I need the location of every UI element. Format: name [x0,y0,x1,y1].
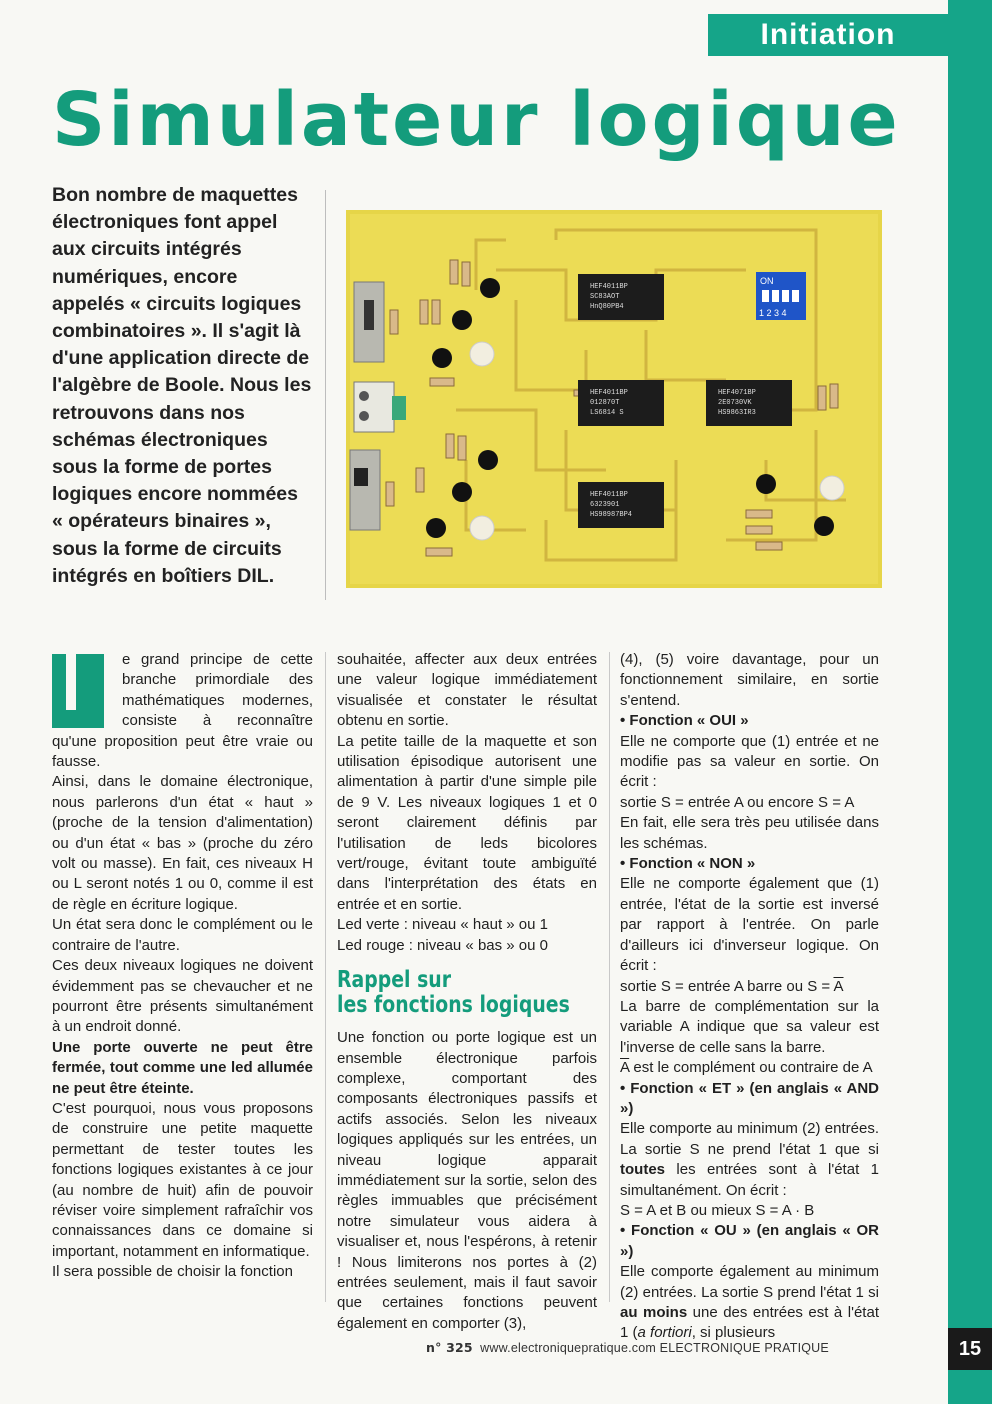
function-heading: • Fonction « OU » (en anglais « OR ») [620,1222,879,1260]
svg-text:LS6814 S: LS6814 S [590,409,624,417]
paragraph: Un état sera donc le complément ou le contraire de l'autre. [52,916,313,954]
svg-text:6323901: 6323901 [590,501,620,509]
article-column-3 [620,650,879,1344]
ic-chip [706,380,792,426]
svg-text:HEF4011BP: HEF4011BP [590,491,628,499]
issue-number: n° 325 [426,1340,473,1355]
website-url[interactable]: www.electroniquepratique.com [480,1341,656,1355]
paragraph: Une fonction ou porte logique est un ensemble électronique parfois complexe, comportant des composants électroniques passifs et actifs associés. Selon les niveaux logiques appliqués sur les entrées, un niveau logique apparait immédiatement sur la sortie, selon des règles immuables que précisément notre simulateur vous aidera à visualiser et, nous l'espérons, à retenir ! Nous limiterons nos portes à (2) entrées seulement, mais il faut savoir que certaines fonctions peuvent également en comporter (3), [337,1029,597,1332]
svg-text:1 2 3 4: 1 2 3 4 [759,308,787,318]
paragraph: souhaitée, affecter aux deux entrées une valeur logique immédiatement visualisée et constater le résultat obtenu en sortie. [337,651,597,730]
svg-text:HEF4071BP: HEF4071BP [718,389,756,397]
paragraph: Led rouge : niveau « bas » ou 0 [337,936,548,954]
paragraph: La petite taille de la maquette et son utilisation épisodique autorisent une alimentation à partir d'une simple pile de 9 V. Les niveaux logiques 1 et 0 seront clairement définis par l'utilisation de leds bicolores vert/rouge, évitant toute ambiguïté dans l'interprétation des états en entrée et en sortie. [337,732,597,913]
article-column-1 [52,650,313,1283]
paragraph: (4), (5) voire davantage, pour un fonctionnement similaire, en sortie s'entend. [620,651,879,709]
page-title: Simulateur logique [52,77,901,163]
intro-paragraph: Bon nombre de maquettes électroniques font appel aux circuits intégrés numériques, encore appelés « circuits logiques combinatoires ». Il s'agit là d'une application directe de l'algèbre de Boole. Nous les retrouvons dans nos schémas électroniques sous la forme de portes logiques encore nommées « opérateurs binaires », sous la forme de circuits intégrés en boîtiers DIL. [52,184,312,587]
svg-text:HS98987BP4: HS98987BP4 [590,511,633,519]
paragraph: $\overline{A}$ est le complément ou contraire de A [620,1059,873,1077]
formula: S = A et B ou mieux S = A · B [620,1201,815,1219]
section-heading: Rappel sur les fonctions logiques [337,967,570,1019]
paragraph: Elle comporte au minimum (2) entrées. La sortie S ne prend l'état 1 que si toutes les entrées sont à l'état 1 simultanément. On écrit : [620,1120,879,1199]
article-column-2 [337,650,597,1334]
ic-chip [578,380,664,426]
side-color-bar [948,0,992,1404]
section-label: Initiation [708,14,948,56]
function-heading: • Fonction « OUI » [620,712,749,730]
bold-statement: Une porte ouverte ne peut être fermée, tout comme une led allumée ne peut être éteinte. [52,1038,313,1097]
function-heading: • Fonction « NON » [620,855,756,873]
column-divider [325,652,326,1302]
toggle-switch [350,450,380,530]
paragraph: Led verte : niveau « haut » ou 1 [337,916,548,934]
svg-text:HnQ80PB4: HnQ80PB4 [590,303,624,311]
svg-text:HEF4011BP: HEF4011BP [590,389,628,397]
svg-text:SC83AOT: SC83AOT [590,293,620,301]
formula: sortie S = entrée A ou encore S = A [620,793,855,811]
function-heading: • Fonction « ET » (en anglais « AND ») [620,1079,879,1117]
paragraph: Elle comporte également au minimum (2) entrées. La sortie S prend l'état 1 si au moins une des entrées est à l'état 1 (a fortiori, si plusieurs [620,1263,879,1342]
power-connector [354,382,394,432]
page-number: 15 [948,1328,992,1370]
paragraph: C'est pourquoi, nous vous proposons de construire une petite maquette permettant de tester toutes les fonctions logiques existantes à ce jour (au nombre de huit) afin de pouvoir réviser voire simplement rafraîchir vos connaissances dans ce domaine si important, notamment en informatique. [52,1099,313,1260]
svg-text:HEF4011BP: HEF4011BP [590,283,628,291]
paragraph: Il sera possible de choisir la fonction [52,1263,293,1281]
paragraph: Elle ne comporte également que (1) entrée, l'état de la sortie est inversé par rapport à l'entrée. On parle d'ailleurs ici d'inverseur logique. On écrit : [620,875,879,975]
paragraph: La barre de complémentation sur la variable A indique que sa valeur est l'inverse de celle sans la barre. [620,997,879,1056]
dip-switch [756,272,806,320]
paragraph: En fait, elle sera très peu utilisée dans les schémas. [620,814,879,852]
page-footer [426,1340,829,1355]
ic-chip [578,274,664,320]
svg-text:HS9863IR3: HS9863IR3 [718,409,756,417]
magazine-name: ELECTRONIQUE PRATIQUE [659,1341,829,1355]
svg-text:ON: ON [760,276,774,286]
paragraph: e grand principe de cette branche primordiale des mathématiques modernes, consiste à reconnaître qu'une proposition peut être vraie ou fausse. [52,651,313,771]
formula: sortie S = entrée A barre ou $S = \overline{A}$ [620,977,844,995]
paragraph: Ainsi, dans le domaine électronique, nous parlerons d'un état « haut » (proche de la tension d'alimentation) ou d'un état « bas » (proche du zéro volt ou masse). En fait, ces niveaux H ou L seront notés 1 ou 0, comme il est de règle en écriture logique. [52,773,313,913]
paragraph: Elle ne comporte que (1) entrée et ne modifie pas sa valeur en sortie. On écrit : [620,732,879,791]
intro-divider [325,190,326,600]
toggle-switch [354,282,384,362]
ic-chip [578,482,664,528]
dropcap-letter [52,654,104,728]
column-divider [609,652,610,1302]
circuit-board-photo [346,210,882,588]
svg-text:2E0730VK: 2E0730VK [718,399,752,407]
paragraph: Ces deux niveaux logiques ne doivent évidemment pas se chevaucher et ne pourront être présents simultanément à un endroit donné. [52,957,313,1036]
svg-text:012870T: 012870T [590,399,620,407]
